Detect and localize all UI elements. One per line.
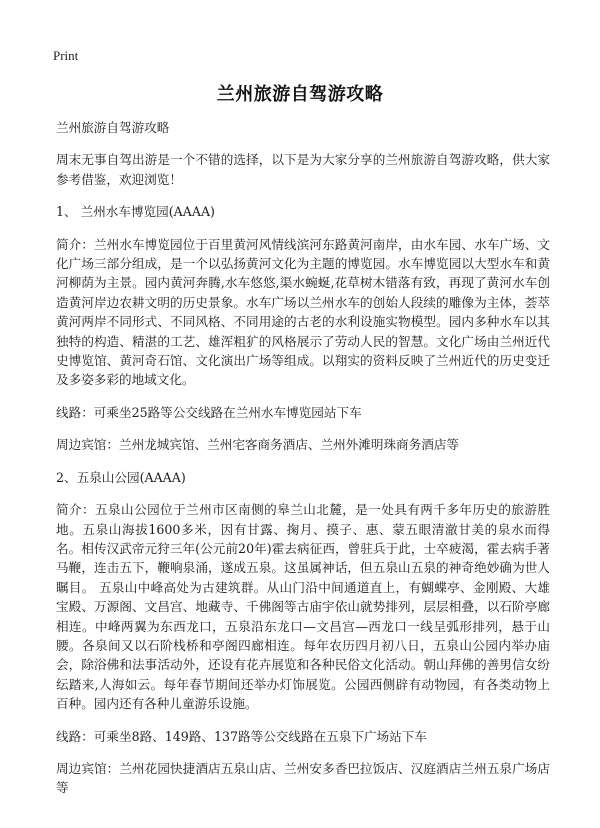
section-route-waterwheel: 线路：可乘坐25路等公交线路在兰州水车博览园站下车 [56,404,362,420]
section-hotels-wuquanshan: 周边宾馆：兰州花园快捷酒店五泉山店、兰州安多香巴拉饭店、汉庭酒店兰州五泉广场店等 [56,760,550,796]
article-body [56,118,550,811]
section-hotels-waterwheel: 周边宾馆：兰州龙城宾馆、兰州宅客商务酒店、兰州外滩明珠商务酒店等 [56,437,459,453]
section-route-wuquanshan: 线路：可乘坐8路、149路、137路等公交线路在五泉下广场站下车 [56,728,427,744]
section-intro-waterwheel: 简介：兰州水车博览园位于百里黄河风情线滨河东路黄河南岸，由水车园、水车广场、文化广场三部分组成，是一个以弘扬黄河文化为主题的博览园。水车博览园以大型水车和黄河柳荫为主景。园内黄河奔腾,水车悠悠,渠水蜿蜒,花草树木错落有致，再现了黄河水车创造黄河岸边农耕文明的历史景象。水车广场以兰州水车的创始人段续的雕像为主体，荟萃黄河两岸不同形式、不同风格、不同用途的古老的水利设施实物模型。园内多种水车以其独特的构造、精湛的工艺、雄浑粗犷的风格展示了劳动人民的智慧。文化广场由兰州近代史博览馆、黄河奇石馆、文化演出广场等组成。以翔实的资料反映了兰州近代的历史变迁及多姿多彩的地域文化。 [56,236,550,388]
page-title: 兰州旅游自驾游攻略 [216,84,384,105]
section-heading-wuquanshan: 2、五泉山公园(AAAA) [56,469,186,485]
section-intro-wuquanshan: 简介：五泉山公园位于兰州市区南侧的皋兰山北麓，是一处具有两千多年历史的旅游胜地。五泉山海拔1600多米，因有甘露、掬月、摸子、惠、蒙五眼清澈甘美的泉水而得名。相传汉武帝元狩三年(公元前20年)霍去病征西，曾驻兵于此，士卒疲渴，霍去病手著马鞭，连击五下，鞭响泉涌，遂成五泉。这虽属神话，但五泉山五泉的神奇绝妙确为世人瞩目。 五泉山中峰高处为古建筑群。从山门沿中间通道直上，有蝴蝶亭、金刚殿、大雄宝殿、万源阁、文昌宫、地藏寺、千佛阁等古庙宇依山就势排列，层层相叠，以石阶亭廊相连。中峰两翼为东西龙口，五泉沿东龙口—文昌宫—西龙口一线呈弧形排列，悬于山腰。各泉间又以石阶栈桥和亭阁四廊相连。每年农历四月初八日，五泉山公园内举办庙会，除浴佛和法事活动外，还设有花卉展览和各种民俗文化活动。朝山拜佛的善男信女纷纭踏来,人海如云。每年春节期间还举办灯饰展览。公园西侧辟有动物园，有各类动物上百种。园内还有各种儿童游乐设施。 [56,502,550,712]
section-heading-waterwheel: 1、 兰州水车博览园(AAAA) [56,204,215,220]
article-intro: 周末无事自驾出游是一个不错的选择，以下是为大家分享的兰州旅游自驾游攻略，供大家参考借鉴，欢迎浏览！ [56,152,550,187]
article-subtitle: 兰州旅游自驾游攻略 [56,120,170,135]
print-link[interactable]: Print [53,48,79,63]
